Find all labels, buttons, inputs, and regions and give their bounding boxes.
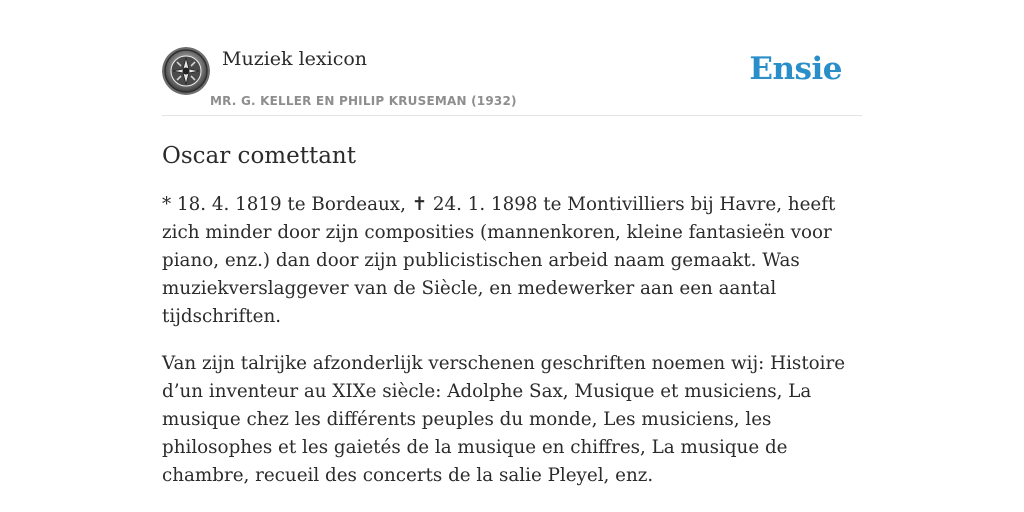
page <box>162 0 862 490</box>
source-meta: MR. G. KELLER EN PHILIP KRUSEMAN (1932) <box>210 94 517 108</box>
source-header <box>162 46 862 116</box>
emblem-icon <box>162 47 210 95</box>
source-title[interactable]: Muziek lexicon <box>222 48 368 70</box>
article-paragraph-1: * 18. 4. 1819 te Bordeaux, ✝ 24. 1. 1898 te Montivilliers bij Havre, heeft zich minder door zijn composities (mannenkoren, kleine fantasieën voor piano, enz.) dan door zijn publicistischen arbeid naam gemaakt. Was muziekverslaggever van de Siècle, en medewerker aan een aantal tijdschriften. <box>162 194 836 327</box>
article-title: Oscar comettant <box>162 143 356 169</box>
brand-logo[interactable]: Ensie <box>749 51 842 87</box>
source-logo[interactable] <box>162 47 210 95</box>
article-paragraph-2: Van zijn talrijke afzonderlijk verschenen geschriften noemen wij: Histoire d’un inventeur au XIXe siècle: Adolphe Sax, Musique et musiciens, La musique chez les différents peuples du monde, Les musiciens, les philosophes et les gaietés de la musique en chiffres, La musique de chambre, recueil des concerts de la salie Pleyel, enz. <box>162 353 846 486</box>
